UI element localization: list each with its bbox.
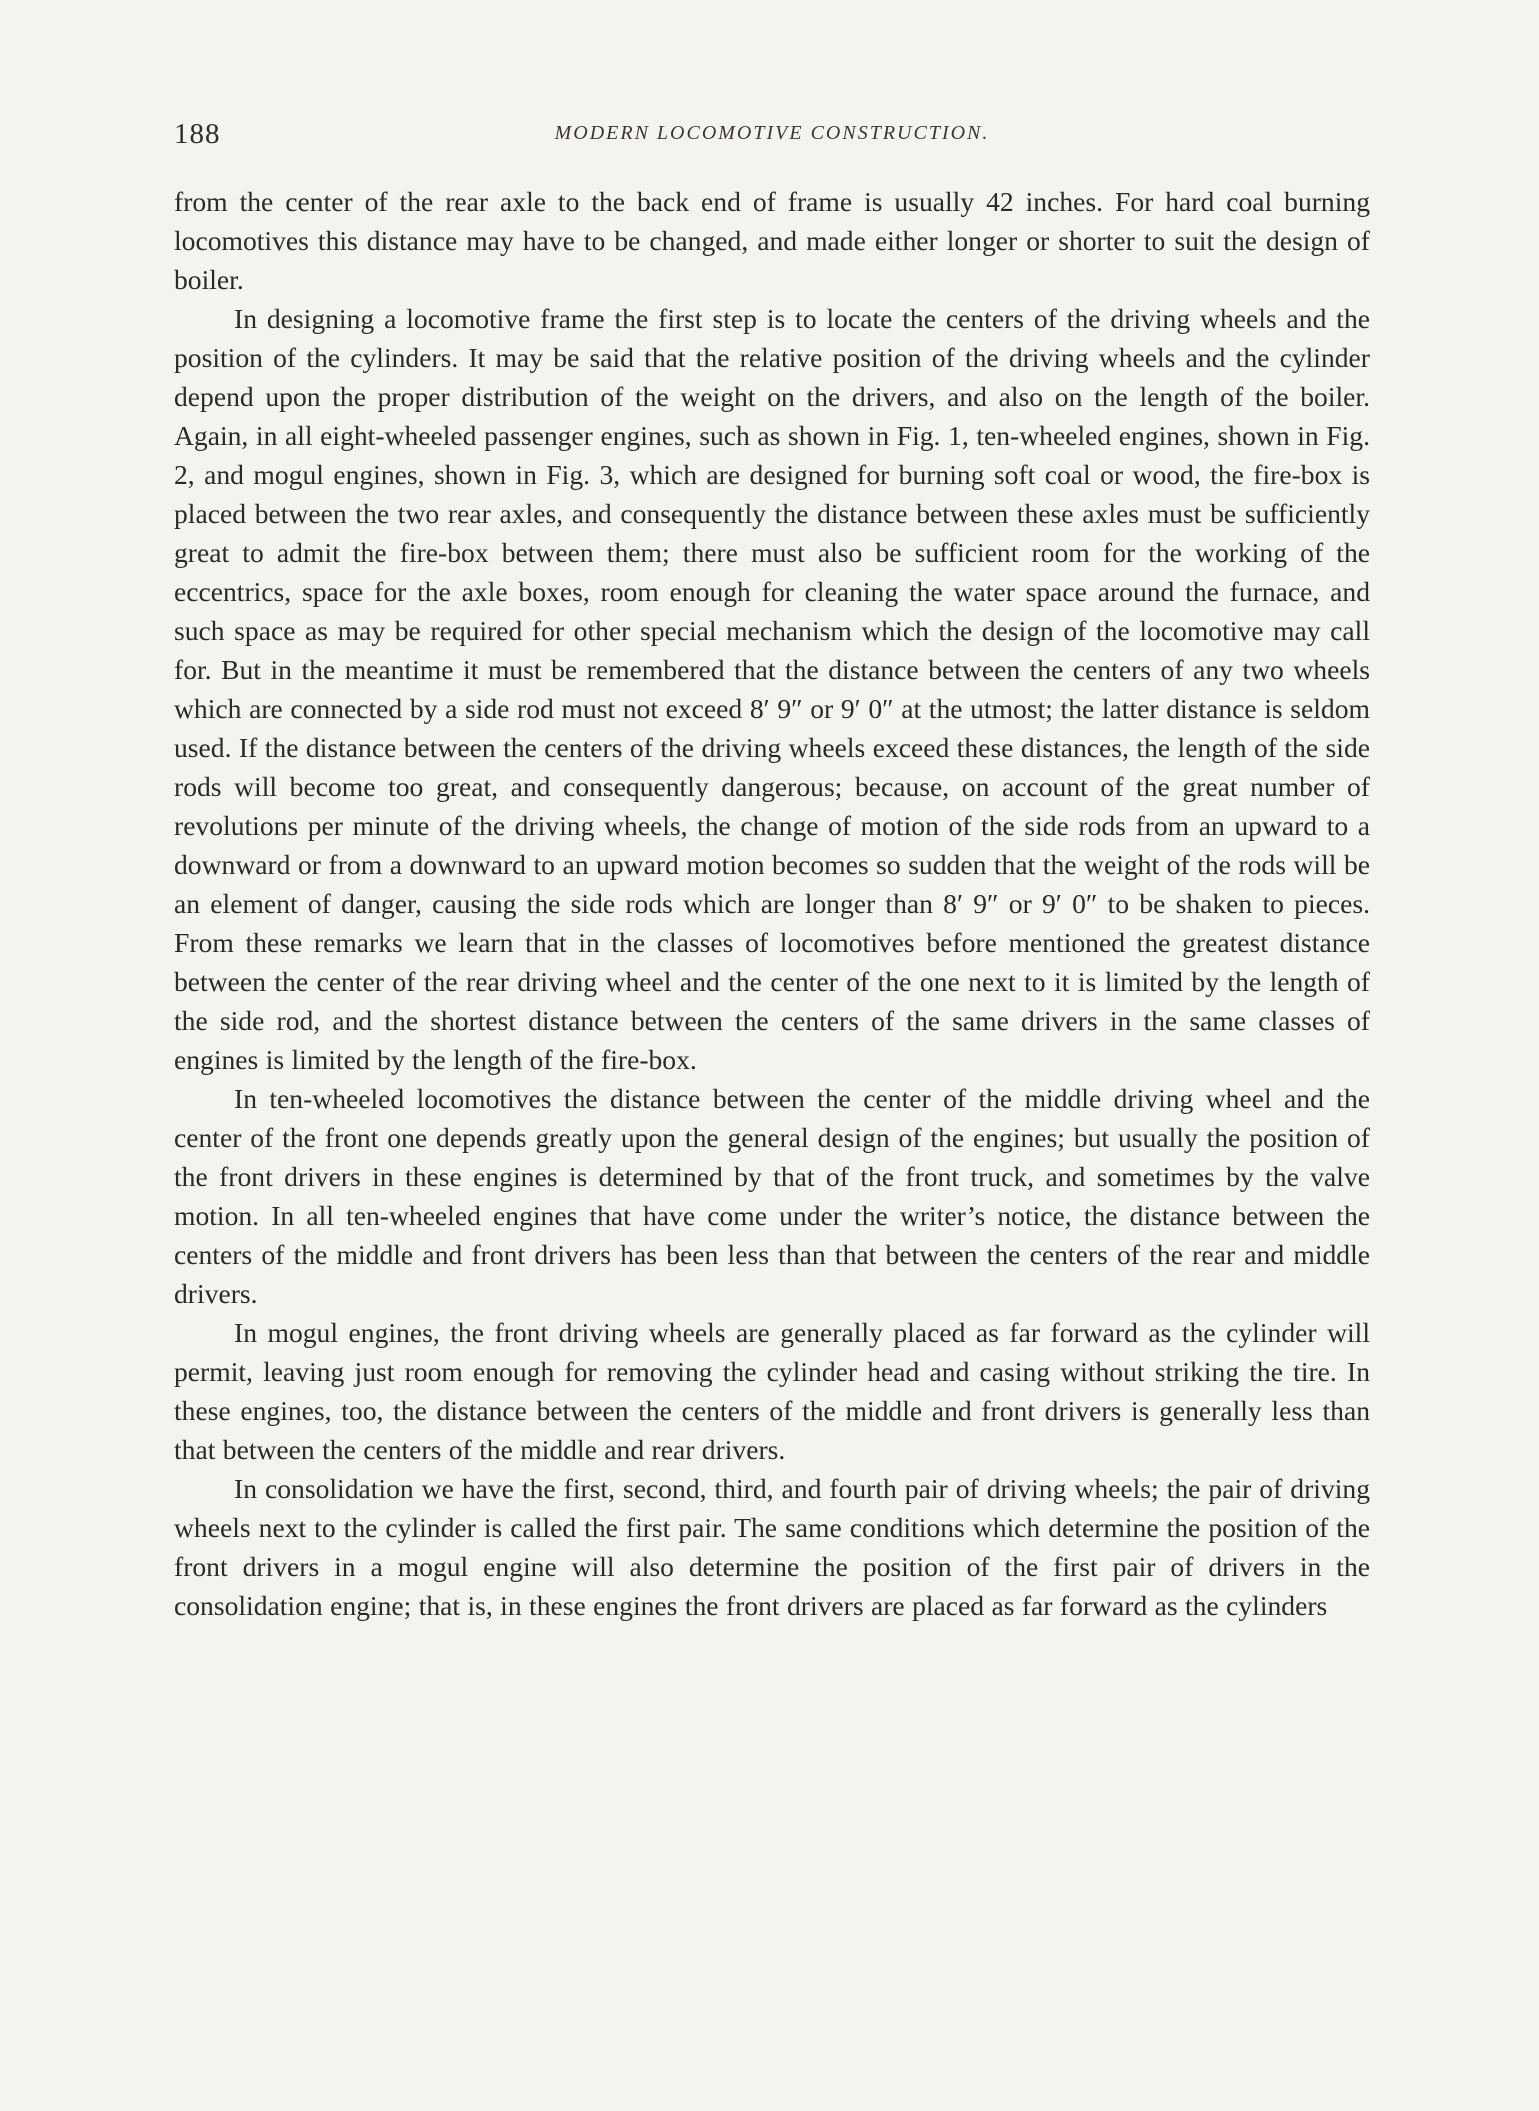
page-header — [174, 118, 1370, 158]
running-title: MODERN LOCOMOTIVE CONSTRUCTION. — [554, 122, 990, 144]
paragraph-1: from the center of the rear axle to the back end of frame is usually 42 inches. For hard coal burning locomotives this distance may have to be changed, and made either longer or shorter to suit the design of boiler. — [174, 186, 1370, 295]
page-number: 188 — [174, 118, 221, 150]
paragraph-4: In mogul engines, the front driving wheels are generally placed as far forward as the cylinder will permit, leaving just room enough for removing the cylinder head and casing without striking the tire. In these engines, too, the distance between the centers of the middle and front drivers is generally less than that between the centers of the middle and rear drivers. — [174, 1317, 1370, 1465]
body-text — [174, 182, 1370, 1625]
paragraph-3: In ten-wheeled locomotives the distance between the center of the middle driving wheel and the center of the front one depends greatly upon the general design of the engines; but usually the position of the front drivers in these engines is determined by that of the front truck, and sometimes by the valve motion. In all ten-wheeled engines that have come under the writer’s notice, the distance between the centers of the middle and front drivers has been less than that between the centers of the rear and middle drivers. — [174, 1083, 1370, 1309]
paragraph-2: In designing a locomotive frame the first step is to locate the centers of the driving wheels and the position of the cylinders. It may be said that the relative position of the driving wheels and the cylinder depend upon the proper distribution of the weight on the drivers, and also on the length of the boiler. Again, in all eight-wheeled passenger engines, such as shown in Fig. 1, ten-wheeled engines, shown in Fig. 2, and mogul engines, shown in Fig. 3, which are designed for burning soft coal or wood, the fire-box is placed between the two rear axles, and consequently the distance between these axles must be sufficiently great to admit the fire-box between them; there must also be sufficient room for the working of the eccentrics, space for the axle boxes, room enough for cleaning the water space around the furnace, and such space as may be required for other special mechanism which the design of the locomotive may call for. But in the meantime it must be remembered that the distance between the centers of any two wheels which are connected by a side rod must not exceed 8′ 9″ or 9′ 0″ at the utmost; the latter distance is seldom used. If the distance between the centers of the driving wheels exceed these distances, the length of the side rods will become too great, and consequently dangerous; because, on account of the great number of revolutions per minute of the driving wheels, the change of motion of the side rods from an upward to a downward or from a downward to an upward motion becomes so sudden that the weight of the rods will be an element of danger, causing the side rods which are longer than 8′ 9″ or 9′ 0″ to be shaken to pieces. From these remarks we learn that in the classes of locomotives before mentioned the greatest distance between the center of the rear driving wheel and the center of the one next to it is limited by the length of the side rod, and the shortest distance between the centers of the same drivers in the same classes of engines is limited by the length of the fire-box. — [174, 303, 1370, 1075]
paragraph-5: In consolidation we have the first, second, third, and fourth pair of driving wheels; the pair of driving wheels next to the cylinder is called the first pair. The same conditions which determine the position of the front drivers in a mogul engine will also determine the position of the first pair of drivers in the consolidation engine; that is, in these engines the front drivers are placed as far forward as the cylinders — [174, 1473, 1370, 1621]
